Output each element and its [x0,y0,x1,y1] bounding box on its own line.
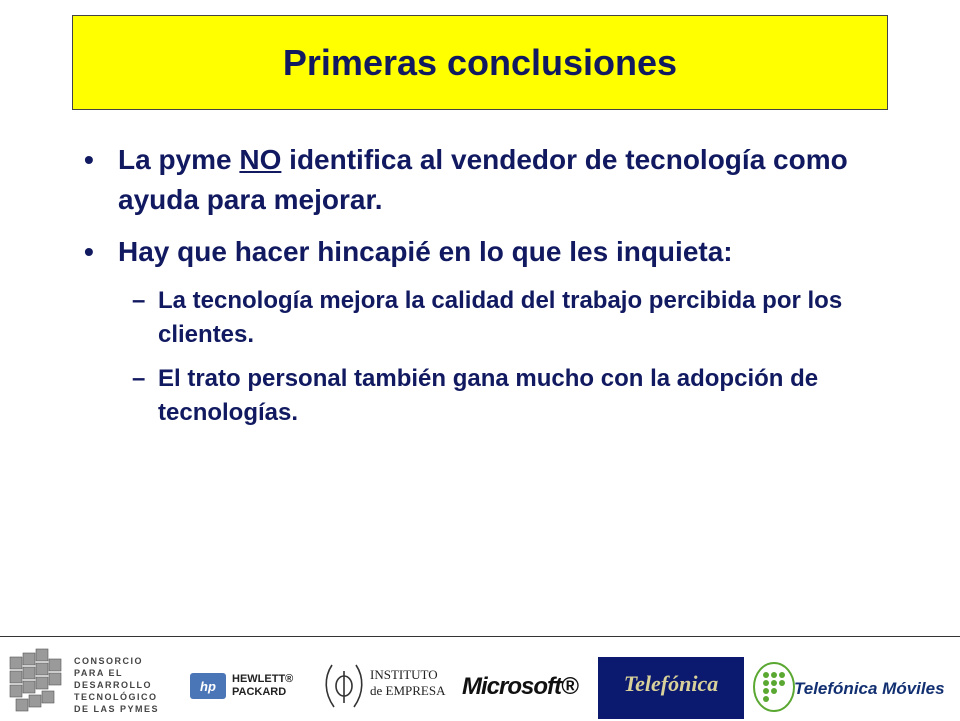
slide-title: Primeras conclusiones [282,41,678,83]
consorcio-line: PARA EL [74,668,124,678]
ie-line: INSTITUTO [370,667,438,682]
dot-grid-icon [752,659,796,715]
bullet-2 [84,232,884,272]
consorcio-wordmark [74,655,159,715]
bullet-glyph: • [84,144,94,175]
bullet-list [84,140,884,440]
consorcio-line: DE LAS PYMES [74,704,160,714]
telefonica-logo [598,657,744,719]
laurel-emblem-icon [322,657,366,713]
hp-line: HEWLETT® [232,673,294,685]
sub-bullet-2-text: El trato personal también gana mucho con la adopción de tecnologías. [158,365,819,426]
instituto-empresa-logo [322,657,452,713]
bullet-2-text: Hay que hacer hincapié en lo que les inquieta: [118,236,733,267]
telefonica-moviles-logo [752,659,960,715]
cube-icon [6,643,66,715]
dash-glyph: – [132,365,146,392]
microsoft-logo: Microsoft® [462,673,578,700]
bullet-1-text-b: identifica al vendedor de tecnología como ayuda para mejorar. [118,144,848,215]
hp-wordmark [232,673,293,699]
sponsor-footer [0,636,960,721]
dash-glyph: – [132,287,146,314]
telefonica-moviles-wordmark: Telefónica Móviles [794,679,945,698]
consorcio-logo [6,643,166,719]
bullet-1-emphasis: NO [239,144,282,175]
bullet-glyph: • [84,236,94,267]
hp-badge: hp [190,673,226,699]
consorcio-line: CONSORCIO [74,656,144,666]
title-banner [72,15,888,110]
sub-bullet-2 [84,362,884,430]
consorcio-line: TECNOLÓGICO [74,692,158,702]
ie-wordmark [370,667,445,699]
telefonica-wordmark: Telefónica [623,671,719,696]
hp-logo [190,669,312,703]
sub-bullet-1 [84,284,884,352]
bullet-1-text-a: La pyme [118,144,240,175]
consorcio-line: DESARROLLO [74,680,152,690]
ie-line: de EMPRESA [370,683,446,698]
bullet-1 [84,140,884,220]
sub-bullet-1-text: La tecnología mejora la calidad del trabajo percibida por los clientes. [158,287,843,348]
hp-line: PACKARD [232,686,287,698]
